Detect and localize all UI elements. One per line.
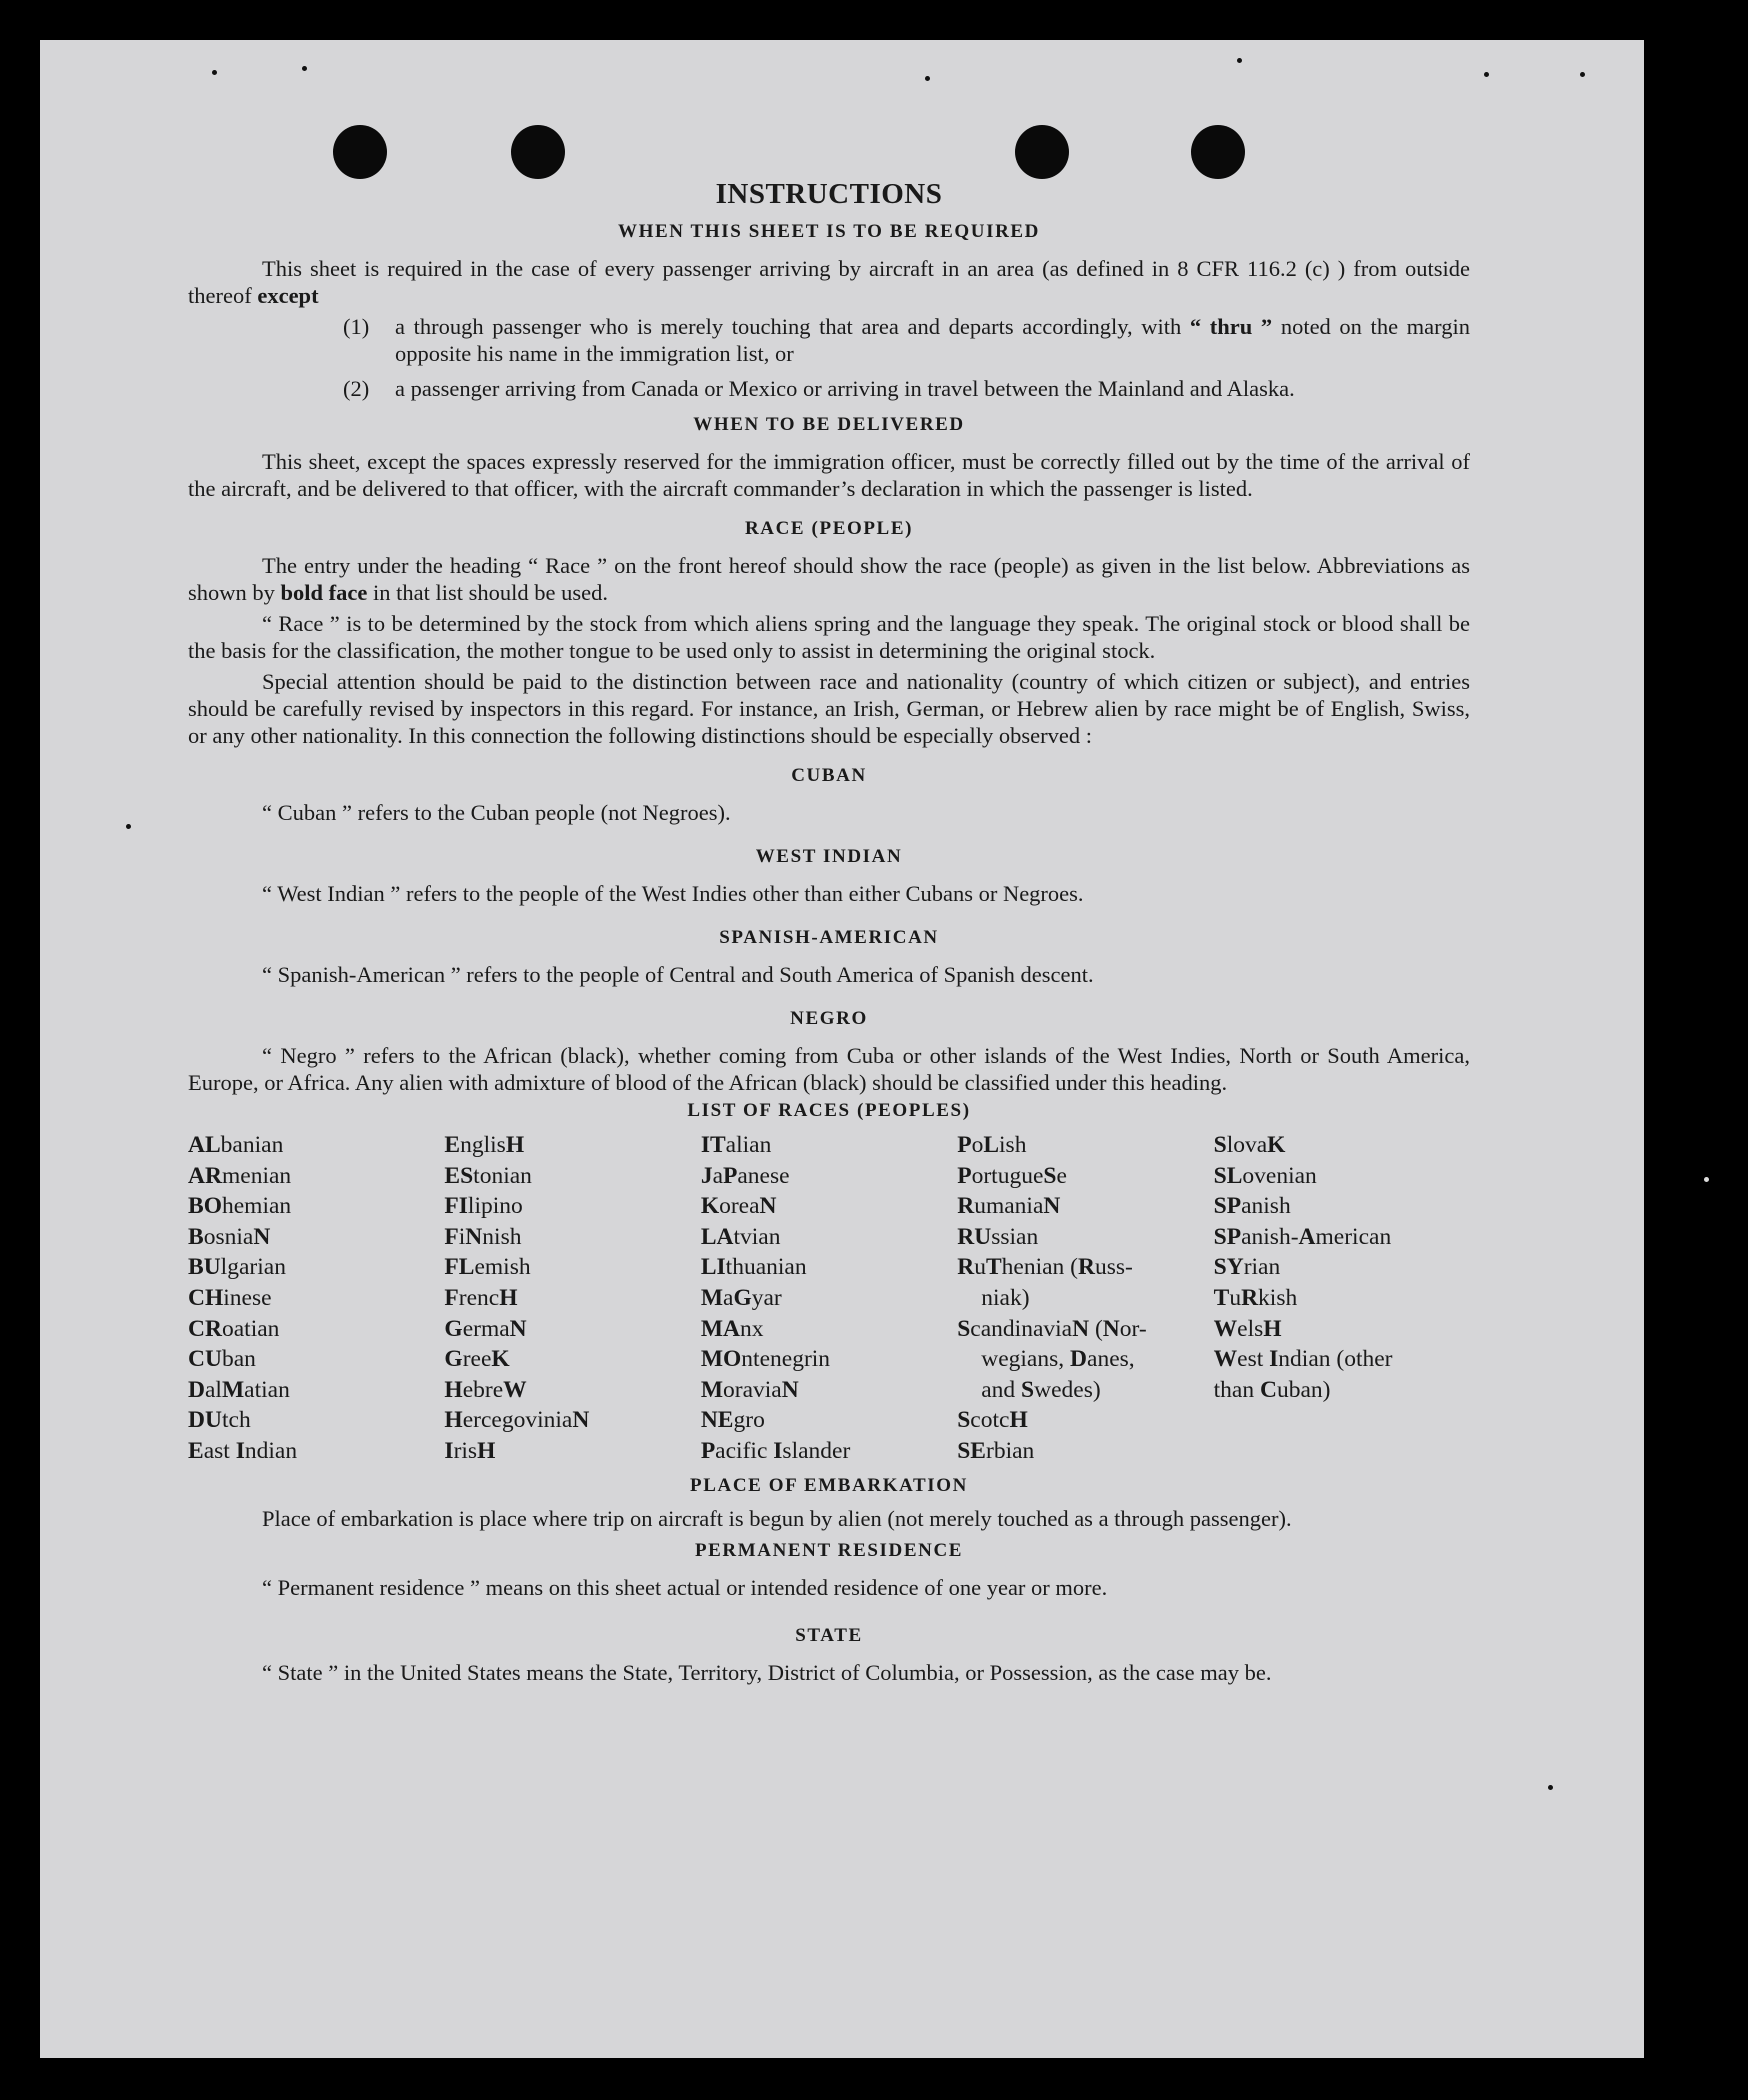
paragraph: This sheet is required in the case of every passenger arriving by aircraft in an area (as defined in 8 CFR 116.2 (c) ) from outside thereof except [188, 256, 1470, 308]
race-entry: ScandinaviaN (Nor- [957, 1315, 1147, 1342]
list-item: (1) a through passenger who is merely touching that area and departs accordingly, with “ thru ” noted on the margin opposite his name in the immigration list, or [343, 314, 1471, 366]
race-entry: ScotcH [957, 1407, 1028, 1434]
punch-hole [1191, 125, 1245, 179]
race-entry: East Indian [188, 1437, 298, 1464]
race-entry: EStonian [444, 1162, 532, 1189]
race-entry: MOntenegrin [700, 1346, 831, 1373]
section-heading-cuban: CUBAN [791, 765, 867, 786]
speck [1237, 58, 1242, 63]
section-heading-state: STATE [795, 1624, 863, 1646]
punch-hole [333, 125, 387, 179]
race-entry: WelsH [1213, 1315, 1282, 1342]
punch-hole [1015, 125, 1069, 179]
speck [1548, 1785, 1553, 1790]
page-title: INSTRUCTIONS [715, 178, 943, 210]
speck [1484, 72, 1489, 77]
race-entry: SPanish-American [1213, 1223, 1392, 1250]
section-heading-race: RACE (PEOPLE) [744, 518, 914, 539]
race-entry: NEgro [700, 1407, 765, 1434]
punch-hole [511, 125, 565, 179]
races-column [188, 1130, 444, 1467]
section-heading-list-of-races: LIST OF RACES (PEOPLES) [687, 1100, 971, 1121]
race-entry: BUlgarian [188, 1254, 286, 1281]
race-entry: GermaN [444, 1315, 527, 1342]
section-heading-when-required: WHEN THIS SHEET IS TO BE REQUIRED [617, 221, 1041, 242]
section-heading-permanent-residence: PERMANENT RESIDENCE [694, 1539, 964, 1561]
race-entry: HebreW [444, 1376, 527, 1403]
paragraph: “ Spanish-American ” refers to the people of Central and South America of Spanish descent. [262, 962, 1094, 987]
race-entry: FIlipino [444, 1193, 523, 1220]
race-entry: Pacific Islander [700, 1437, 851, 1464]
section-heading-negro: NEGRO [790, 1008, 868, 1029]
races-column [444, 1130, 700, 1467]
race-entry: PortugueSe [957, 1162, 1067, 1189]
speck [1704, 1177, 1709, 1182]
race-entry: CUban [188, 1346, 256, 1373]
paragraph: This sheet, except the spaces expressly reserved for the immigration officer, must be correctly filled out by the time of the arrival of the aircraft, and be delivered to that officer, with the aircraft commander’s declaration in which the passenger is listed. [188, 449, 1470, 501]
race-entry: MAnx [700, 1315, 764, 1342]
race-entry: MoraviaN [700, 1376, 799, 1403]
race-entry: DalMatian [188, 1376, 290, 1403]
race-entry: FLemish [444, 1254, 531, 1281]
section-heading-when-delivered: WHEN TO BE DELIVERED [693, 414, 965, 435]
paragraph: Place of embarkation is place where trip on aircraft is begun by alien (not merely touched as a through passenger). [262, 1505, 1292, 1531]
race-entry: than Cuban) [1213, 1376, 1331, 1403]
races-column [701, 1130, 957, 1467]
race-entry: MaGyar [700, 1284, 782, 1311]
paragraph: The entry under the heading “ Race ” on the front hereof should show the race (people) as given in the list below. Abbreviations as shown by bold face in that list should be used. [188, 553, 1470, 605]
race-entry: KoreaN [700, 1193, 777, 1220]
races-column [1214, 1130, 1470, 1467]
race-entry: TuRkish [1213, 1284, 1298, 1311]
race-entry: SYrian [1213, 1254, 1281, 1281]
race-entry: SErbian [957, 1437, 1035, 1464]
speck [302, 66, 307, 71]
speck [126, 824, 131, 829]
race-entry: LIthuanian [700, 1254, 807, 1281]
races-column [957, 1130, 1213, 1467]
speck [925, 76, 930, 81]
races-list [188, 1130, 1470, 1467]
race-entry: PoLish [957, 1132, 1027, 1158]
section-heading-embarkation: PLACE OF EMBARKATION [690, 1474, 968, 1496]
race-entry: FrencH [444, 1284, 518, 1311]
race-entry: IrisH [444, 1437, 496, 1464]
race-entry: SlovaK [1213, 1132, 1286, 1158]
race-entry: HercegoviniaN [444, 1407, 590, 1434]
race-entry: SLovenian [1213, 1162, 1317, 1189]
list-item: (2) a passenger arriving from Canada or Mexico or arriving in travel between the Mainland and Alaska. [343, 376, 1295, 401]
race-entry: RuThenian (Russ- [957, 1254, 1133, 1281]
document-body [188, 178, 1470, 1686]
paragraph: “ Negro ” refers to the African (black), whether coming from Cuba or other islands of the West Indies, North or South America, Europe, or Africa. Any alien with admixture of blood of the African (black) should be classified under this heading. [188, 1043, 1470, 1095]
race-entry: JaPanese [700, 1162, 790, 1189]
section-heading-west-indian: WEST INDIAN [755, 846, 903, 867]
race-entry: and Swedes) [981, 1376, 1101, 1403]
paragraph: “ Race ” is to be determined by the stock from which aliens spring and the language they speak. The original stock or blood shall be the basis for the classification, the mother tongue to be used only to assist in determining the original stock. [188, 611, 1470, 663]
race-entry: FiNnish [444, 1223, 522, 1250]
race-entry: wegians, Danes, [981, 1346, 1135, 1373]
paragraph: “ West Indian ” refers to the people of the West Indies other than either Cubans or Negroes. [262, 881, 1084, 906]
race-entry: ALbanian [188, 1132, 284, 1158]
paragraph: “ State ” in the United States means the State, Territory, District of Columbia, or Possession, as the case may be. [262, 1659, 1272, 1685]
race-entry: RUssian [957, 1223, 1039, 1250]
race-entry: BosniaN [188, 1223, 271, 1250]
race-entry: niak) [981, 1284, 1030, 1311]
race-entry: EnglisH [444, 1132, 525, 1158]
section-heading-spanish-american: SPANISH-AMERICAN [719, 927, 939, 948]
race-entry: BOhemian [188, 1193, 292, 1220]
race-entry: GreeK [444, 1346, 510, 1373]
race-entry: LAtvian [700, 1223, 781, 1250]
race-entry: SPanish [1213, 1193, 1291, 1220]
race-entry: DUtch [188, 1407, 251, 1434]
paragraph: “ Cuban ” refers to the Cuban people (not Negroes). [262, 800, 731, 825]
race-entry: ARmenian [188, 1162, 292, 1189]
speck [212, 70, 217, 75]
race-entry: ITalian [700, 1132, 772, 1158]
race-entry: West Indian (other [1213, 1346, 1393, 1373]
speck [1580, 72, 1585, 77]
paragraph: “ Permanent residence ” means on this sheet actual or intended residence of one year or more. [262, 1574, 1108, 1600]
race-entry: CHinese [188, 1284, 272, 1311]
paragraph: Special attention should be paid to the distinction between race and nationality (country of which citizen or subject), and entries should be carefully revised by inspectors in this regard. For instance, an Irish, German, or Hebrew alien by race might be of English, Swiss, or any other nationality. In this connection the following distinctions should be especially observed : [188, 669, 1470, 748]
race-entry: CRoatian [188, 1315, 280, 1342]
race-entry: RumaniaN [957, 1193, 1061, 1220]
